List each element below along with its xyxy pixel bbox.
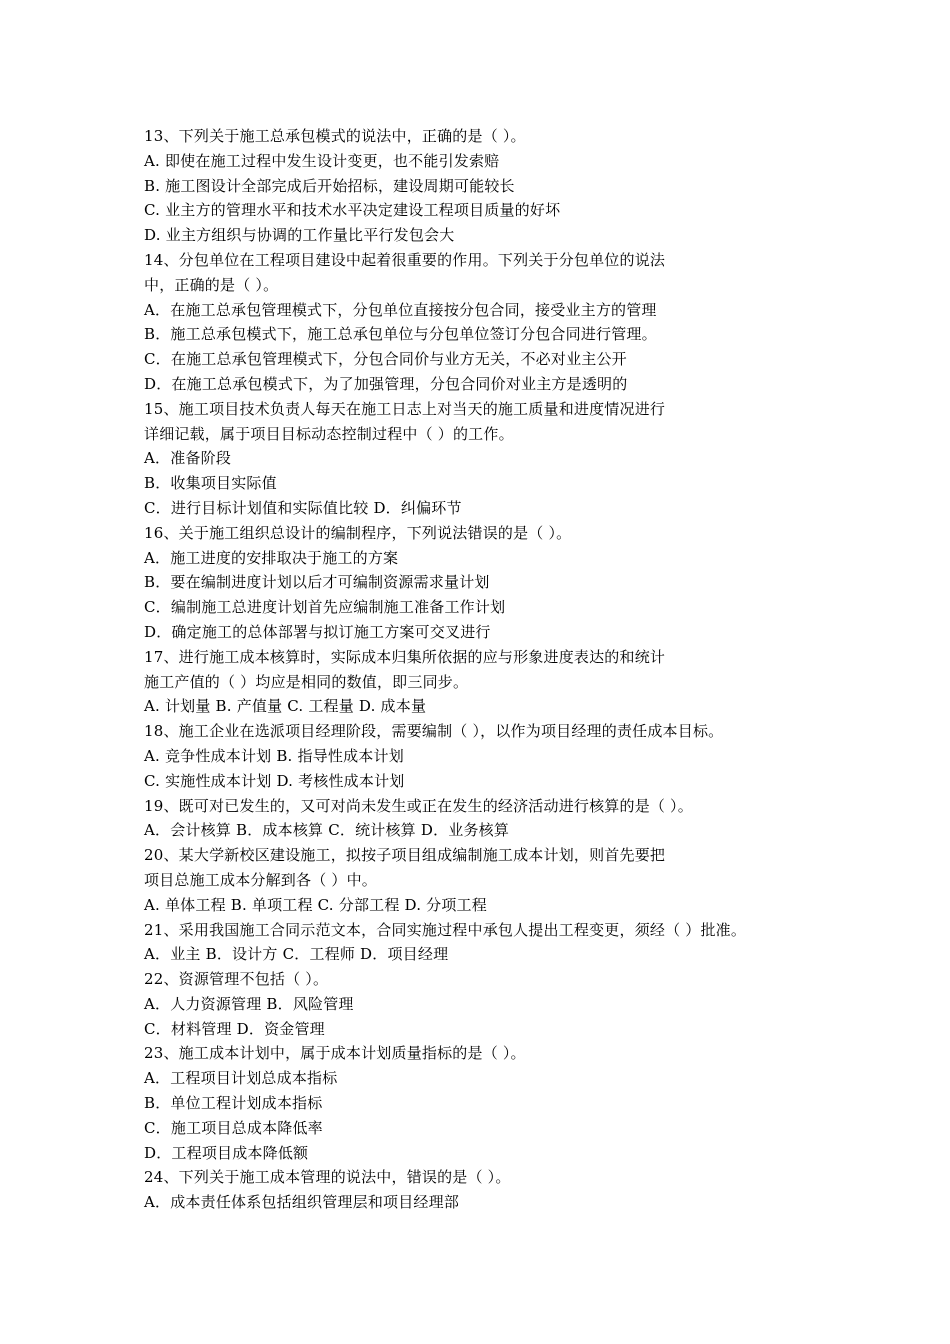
- question-16-option-c: C．编制施工总进度计划首先应编制施工准备工作计划: [144, 598, 506, 617]
- question-24-stem: 24、下列关于施工成本管理的说法中，错误的是（ ）。: [144, 1168, 511, 1187]
- question-22-stem: 22、资源管理不包括（ ）。: [144, 970, 329, 989]
- question-23-option-c: C．施工项目总成本降低率: [144, 1118, 323, 1137]
- question-21-options: A．业主 B．设计方 C．工程师 D．项目经理: [144, 945, 449, 964]
- question-20-stem-line-2: 项目总施工成本分解到各（ ）中。: [144, 870, 377, 889]
- question-17-stem-line-1: 17、进行施工成本核算时，实际成本归集所依据的应与形象进度表达的和统计: [144, 647, 666, 666]
- question-14-option-c: C．在施工总承包管理模式下，分包合同价与业方无关，不必对业主公开: [144, 350, 627, 369]
- question-23-option-b: B．单位工程计划成本指标: [144, 1094, 323, 1113]
- question-21-stem: 21、采用我国施工合同示范文本，合同实施过程中承包人提出工程变更，须经（ ）批准。: [144, 920, 747, 939]
- question-16-option-d: D．确定施工的总体部署与拟订施工方案可交叉进行: [144, 622, 491, 641]
- question-23-option-a: A．工程项目计划总成本指标: [144, 1069, 338, 1088]
- question-23-stem: 23、施工成本计划中，属于成本计划质量指标的是（ ）。: [144, 1044, 526, 1063]
- question-13-option-c: C. 业主方的管理水平和技术水平决定建设工程项目质量的好坏: [144, 201, 561, 220]
- question-18-options-c-d: C. 实施性成本计划 D. 考核性成本计划: [144, 771, 405, 790]
- question-24-option-a: A．成本责任体系包括组织管理层和项目经理部: [144, 1193, 460, 1212]
- document-body: [144, 124, 834, 1215]
- question-14-option-b: B．施工总承包模式下，施工总承包单位与分包单位签订分包合同进行管理。: [144, 325, 657, 344]
- question-20-options: A. 单体工程 B. 单项工程 C. 分部工程 D. 分项工程: [144, 895, 487, 914]
- question-14-stem-line-1: 14、分包单位在工程项目建设中起着很重要的作用。下列关于分包单位的说法: [144, 250, 666, 269]
- question-19-stem: 19、既可对已发生的，又可对尚未发生或正在发生的经济活动进行核算的是（ ）。: [144, 796, 693, 815]
- question-17-options: A. 计划量 B. 产值量 C. 工程量 D. 成本量: [144, 697, 427, 716]
- question-14-option-d: D．在施工总承包模式下，为了加强管理，分包合同价对业主方是透明的: [144, 374, 628, 393]
- question-13-option-d: D. 业主方组织与协调的工作量比平行发包会大: [144, 226, 455, 245]
- question-16-option-b: B．要在编制进度计划以后才可编制资源需求量计划: [144, 573, 490, 592]
- question-19-options: A．会计核算 B．成本核算 C．统计核算 D．业务核算: [144, 821, 510, 840]
- question-18-stem: 18、施工企业在选派项目经理阶段，需要编制（ ），以作为项目经理的责任成本目标。: [144, 722, 724, 741]
- question-16-stem: 16、关于施工组织总设计的编制程序，下列说法错误的是（ ）。: [144, 523, 572, 542]
- question-23-option-d: D．工程项目成本降低额: [144, 1143, 309, 1162]
- question-20-stem-line-1: 20、某大学新校区建设施工，拟按子项目组成编制施工成本计划，则首先要把: [144, 846, 666, 865]
- question-18-options-a-b: A. 竞争性成本计划 B. 指导性成本计划: [144, 746, 404, 765]
- question-13-option-b: B. 施工图设计全部完成后开始招标，建设周期可能较长: [144, 176, 515, 195]
- question-22-options-c-d: C．材料管理 D．资金管理: [144, 1019, 325, 1038]
- question-13-option-a: A. 即使在施工过程中发生设计变更，也不能引发索赔: [144, 151, 500, 170]
- question-16-option-a: A．施工进度的安排取决于施工的方案: [144, 548, 399, 567]
- question-15-stem-line-2: 详细记载，属于项目目标动态控制过程中（ ）的工作。: [144, 424, 514, 443]
- question-15-stem-line-1: 15、施工项目技术负责人每天在施工日志上对当天的施工质量和进度情况进行: [144, 399, 666, 418]
- question-17-stem-line-2: 施工产值的（ ）均应是相同的数值，即三同步。: [144, 672, 469, 691]
- question-13-stem: 13、下列关于施工总承包模式的说法中，正确的是（ ）。: [144, 127, 526, 145]
- question-14-stem-line-2: 中，正确的是（ ）。: [144, 275, 279, 294]
- question-14-option-a: A．在施工总承包管理模式下，分包单位直接按分包合同，接受业主方的管理: [144, 300, 657, 319]
- question-15-option-c-d: C．进行目标计划值和实际值比较 D．纠偏环节: [144, 498, 462, 517]
- question-15-option-a: A．准备阶段: [144, 449, 232, 468]
- question-22-options-a-b: A．人力资源管理 B．风险管理: [144, 994, 354, 1013]
- question-15-option-b: B．收集项目实际值: [144, 474, 277, 493]
